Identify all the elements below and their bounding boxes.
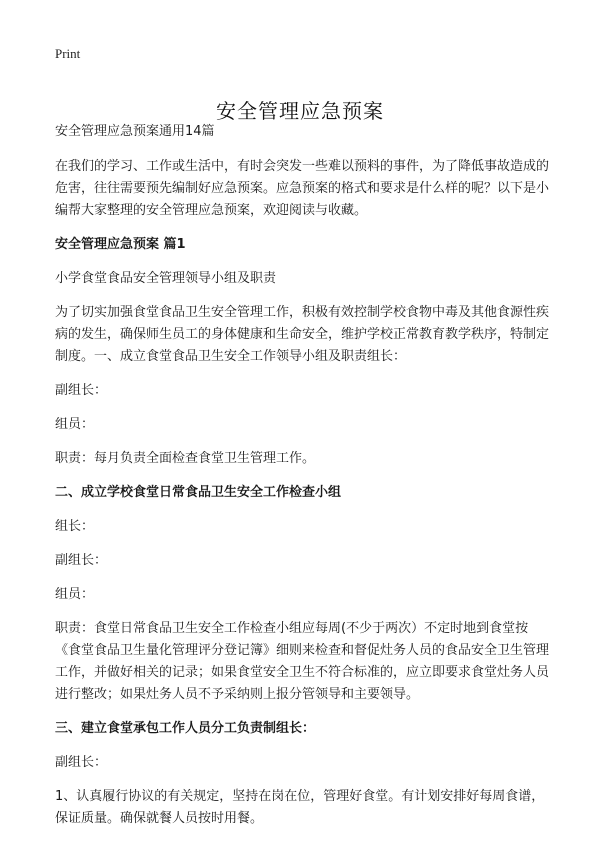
members-label-2: 组员： — [55, 587, 95, 602]
intro-paragraph: 在我们的学习、工作或生活中，有时会突发一些难以预料的事件，为了降低事故造成的危害，往往需要预先编制好应急预案。应急预案的格式和要求是什么样的呢？以下是小编帮大家整理的安全管理应急预案，欢迎阅读与收藏。 — [55, 159, 550, 218]
document-title: 安全管理应急预案 — [216, 99, 384, 124]
list-item-1: 1、认真履行协议的有关规定，坚持在岗在位，管理好食堂。有计划安排好每周食谱，保证质量。确保就餐人员按时用餐。 — [55, 789, 545, 826]
section-heading-1: 安全管理应急预案 篇1 — [55, 237, 186, 252]
duty-paragraph-1: 职责：每月负责全面检查食堂卫生管理工作。 — [55, 451, 316, 466]
section-paragraph-1: 为了切实加强食堂食品卫生安全管理工作，积极有效控制学校食物中毒及其他食源性疾病的发生，确保师生员工的身体健康和生命安全，维护学校正常教育教学秩序，特制定制度。一、成立食堂食品卫生安全工作领导小组及职责组长： — [55, 305, 550, 364]
print-label: Print — [55, 46, 81, 61]
document-body — [55, 121, 550, 842]
deputy-leader-label-3: 副组长： — [55, 755, 108, 770]
section-heading-3: 三、建立食堂承包工作人员分工负责制组长： — [55, 721, 316, 736]
members-label-1: 组员： — [55, 417, 95, 432]
deputy-leader-label-2: 副组长： — [55, 553, 108, 568]
section-subheading-1: 小学食堂食品安全管理领导小组及职责 — [55, 271, 277, 286]
duty-paragraph-2: 职责：食堂日常食品卫生安全工作检查小组应每周(不少于两次）不定时地到食堂按《食堂食品卫生量化管理评分登记簿》细则来检查和督促灶务人员的食品安全卫生管理工作，并做好相关的记录；如果食堂安全卫生不符合标准的，应立即要求食堂灶务人员进行整改；如果灶务人员不予采纳则上报分管领导和主要领导。 — [55, 621, 550, 702]
leader-label-2: 组长： — [55, 519, 95, 534]
section-heading-2: 二、成立学校食堂日常食品卫生安全工作检查小组 — [55, 485, 342, 500]
deputy-leader-label-1: 副组长： — [55, 383, 108, 398]
document-subtitle: 安全管理应急预案通用14篇 — [55, 124, 215, 139]
